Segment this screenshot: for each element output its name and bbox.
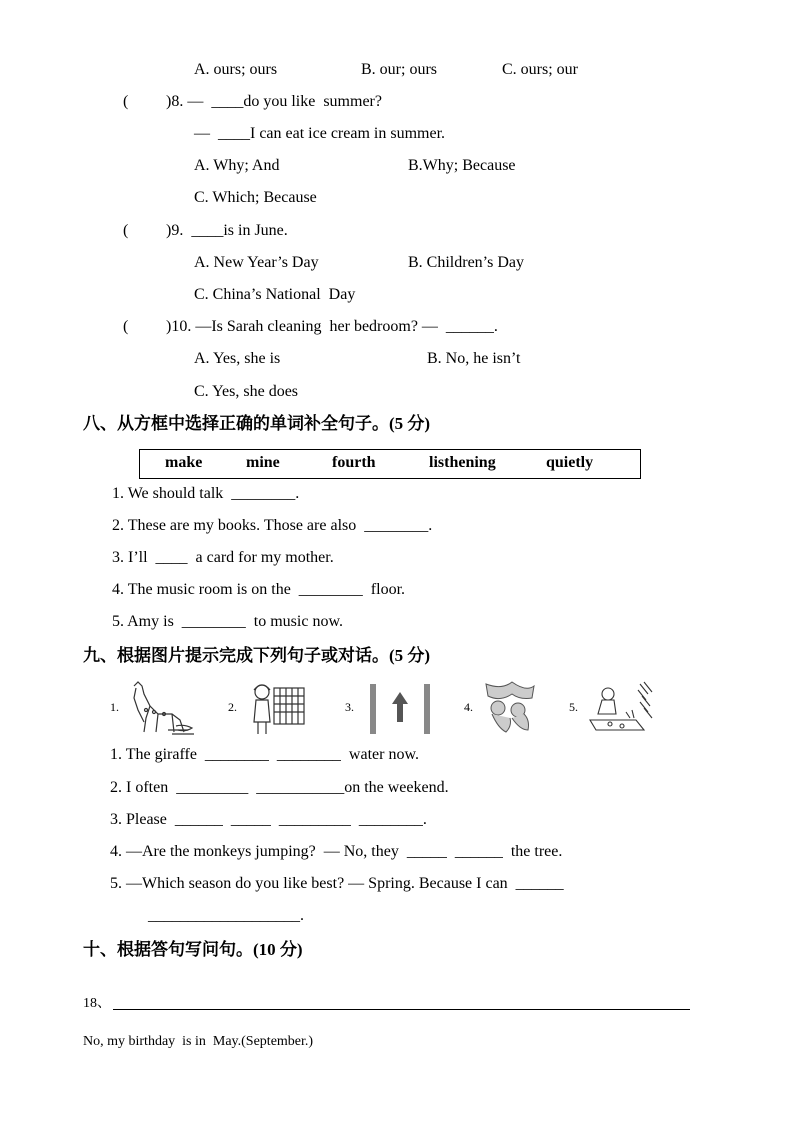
section-8-item: 2. These are my books. Those are also ________. [112, 517, 433, 534]
picnic-picture [586, 680, 658, 736]
section-9-score: (5 分) [389, 646, 431, 665]
section-9-item: 5. —Which season do you like best? — Spring. Because I can ______ [110, 875, 564, 892]
section-9-item: 4. —Are the monkeys jumping? — No, they _____ ______ the tree. [110, 843, 563, 860]
answer-line [113, 1009, 690, 1010]
q9-option-a: A. New Year’s Day [194, 254, 319, 271]
q10-option-c: C. Yes, she does [194, 383, 299, 400]
word-box-item: make [165, 454, 203, 471]
girl-shelf-picture [246, 680, 308, 736]
monkeys-in-tree-picture [482, 680, 538, 736]
section-9-item5-continuation: ___________________. [148, 907, 304, 924]
section-9-heading [83, 645, 430, 667]
q9-option-c: C. China’s National Day [194, 286, 356, 303]
giraffe-drinking-picture [128, 680, 200, 736]
pic-label: 1. [110, 700, 119, 714]
word-box-item: mine [246, 454, 280, 471]
q18-answer-sentence: No, my birthday is in May.(September.) [83, 1034, 314, 1049]
section-8-title: 八、从方框中选择正确的单词补全句子。 [83, 414, 389, 434]
section-9-item: 3. Please ______ _____ _________ ________. [110, 811, 427, 828]
section-8-item: 4. The music room is on the ________ floor. [112, 581, 406, 598]
q7-option-b: B. our; ours [361, 61, 437, 78]
q7-option-a: A. ours; ours [194, 61, 278, 78]
q8-option-a: A. Why; And [194, 157, 280, 174]
q8-stem: )8. — ____do you like summer? [166, 93, 382, 110]
pic-label: 5. [569, 700, 578, 714]
pic-label: 3. [345, 700, 354, 714]
q9-option-b: B. Children’s Day [408, 254, 524, 271]
section-9-title: 九、根据图片提示完成下列句子或对话。 [83, 646, 389, 666]
q7-option-c: C. ours; our [502, 61, 578, 78]
section-10-title: 十、根据答句写问句。 [83, 940, 253, 960]
section-10-heading [83, 939, 303, 961]
pic-label: 2. [228, 700, 237, 714]
q10-option-b: B. No, he isn’t [427, 350, 521, 367]
q8-line2: — ____I can eat ice cream in summer. [194, 125, 446, 142]
section-9-item: 2. I often _________ ___________on the weekend. [110, 779, 449, 796]
q9-open-paren: ( [123, 222, 129, 239]
section-8-item: 1. We should talk ________. [112, 485, 300, 502]
q10-stem: )10. —Is Sarah cleaning her bedroom? — ______. [166, 318, 498, 335]
word-box [139, 449, 641, 479]
pic-label: 4. [464, 700, 473, 714]
word-box-item: listhening [429, 454, 496, 471]
q8-option-c: C. Which; Because [194, 189, 317, 206]
word-box-item: fourth [332, 454, 376, 471]
q9-stem: )9. ____is in June. [166, 222, 288, 239]
section-8-item: 3. I’ll ____ a card for my mother. [112, 549, 334, 566]
section-10-score: (10 分) [253, 940, 303, 959]
q10-open-paren: ( [123, 318, 129, 335]
up-arrow-icon [364, 680, 436, 736]
q18-label: 18、 [83, 996, 111, 1011]
q8-option-b: B.Why; Because [408, 157, 516, 174]
q8-open-paren: ( [123, 93, 129, 110]
section-8-score: (5 分) [389, 414, 431, 433]
q10-option-a: A. Yes, she is [194, 350, 281, 367]
section-9-item: 1. The giraffe ________ ________ water now. [110, 746, 419, 763]
word-box-item: quietly [546, 454, 594, 471]
section-8-heading [83, 413, 430, 435]
section-8-item: 5. Amy is ________ to music now. [112, 613, 343, 630]
